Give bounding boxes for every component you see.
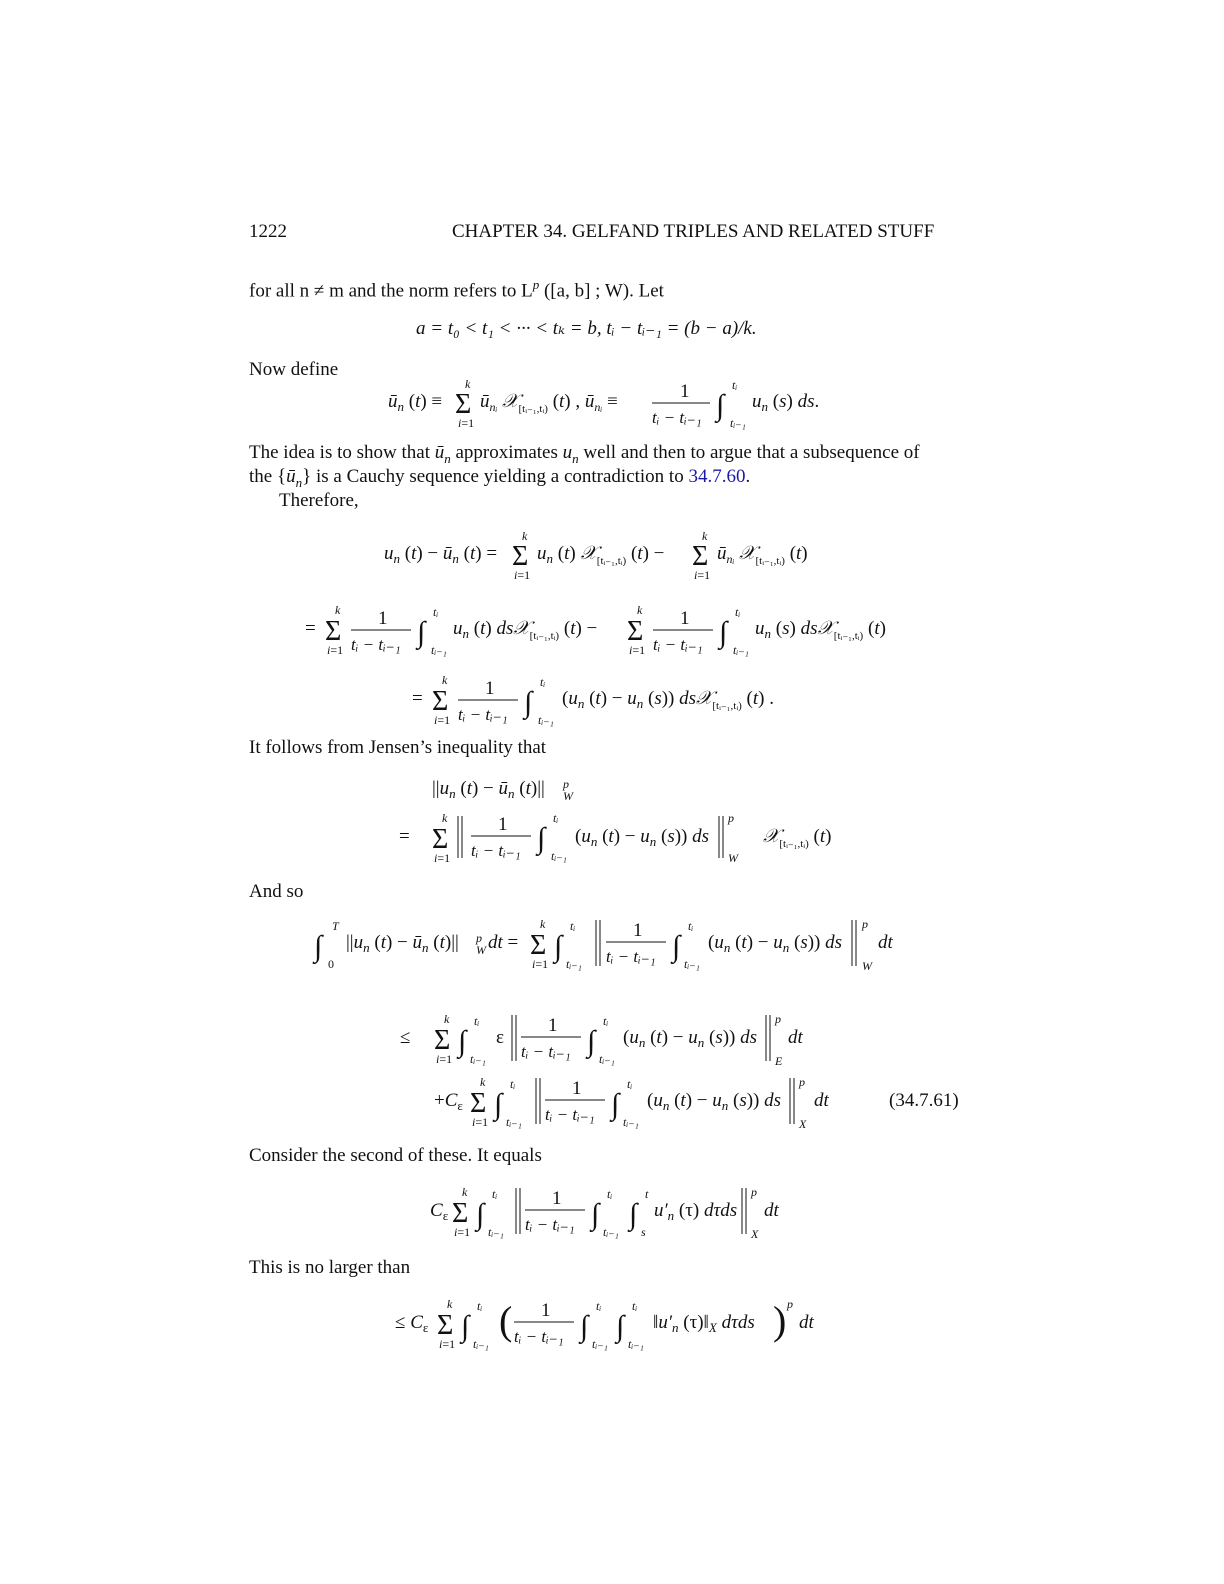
svg-text:Σ: Σ	[692, 541, 709, 572]
svg-text:∫: ∫	[458, 1025, 467, 1058]
svg-text:Σ: Σ	[325, 616, 342, 647]
svg-text:≤ Cε: ≤ $C_\varepsilon$	[395, 1312, 429, 1335]
svg-text:tᵢ₋₁: tᵢ₋₁	[733, 643, 749, 657]
svg-text:tᵢ − tᵢ₋₁: tᵢ − tᵢ₋₁	[458, 705, 508, 724]
idea-line2-prefix: the {	[249, 466, 287, 487]
svg-text:ūn (t) ≡: $ū_n$ (t) ≡	[388, 391, 443, 414]
svg-text:p: p	[476, 931, 482, 945]
svg-text:∫: ∫	[494, 1088, 503, 1121]
svg-text:Σ: Σ	[470, 1088, 487, 1119]
svg-text:un (s) ds.: $u_n$ (s) ds.	[752, 391, 820, 414]
svg-text:k: k	[447, 1297, 453, 1311]
svg-text:p: p	[862, 917, 868, 931]
svg-text:k: k	[442, 811, 448, 825]
partition-equation: a = t₀ < t₁ < ··· < tₖ = b, tᵢ − tᵢ₋₁ = (b − a)/k.	[416, 318, 757, 339]
svg-text:+Cε: $+C_\varepsilon$	[434, 1090, 463, 1113]
svg-text:p: p	[751, 1185, 757, 1199]
svg-text:tᵢ − tᵢ₋₁: tᵢ − tᵢ₋₁	[521, 1042, 571, 1061]
svg-text:un (t) ds𝒳[tᵢ₋₁,tᵢ) (t) −: $u_n$ (t) ds𝒳$_{[tᵢ_{-1},tᵢ)}$ (t) −	[453, 618, 598, 642]
svg-text:k: k	[480, 1075, 486, 1089]
svg-text:1: 1	[485, 678, 495, 699]
svg-text:W: W	[728, 851, 738, 865]
difference-equation-line2	[305, 600, 915, 668]
svg-text:tᵢ: tᵢ	[510, 1077, 516, 1091]
svg-text:tᵢ − tᵢ₋₁: tᵢ − tᵢ₋₁	[606, 947, 656, 966]
svg-text:∫: ∫	[672, 930, 681, 963]
svg-text:i=1: i=1	[458, 416, 475, 430]
svg-text:un (s) ds𝒳[tᵢ₋₁,tᵢ) (t): $u_n$ (s) ds𝒳$_{[tᵢ_{-1},tᵢ)}$ (t)	[755, 618, 886, 642]
svg-text:tᵢ − tᵢ₋₁: tᵢ − tᵢ₋₁	[525, 1215, 575, 1234]
svg-text:∫: ∫	[616, 1310, 625, 1343]
svg-text:ε: ε	[496, 1027, 504, 1048]
difference-equation-line1	[380, 527, 840, 593]
difference-equation-line3	[412, 670, 812, 736]
intro-sup: p	[532, 277, 540, 292]
svg-text:=: =	[399, 826, 410, 847]
svg-text:=: =	[412, 688, 423, 709]
svg-text:tᵢ − tᵢ₋₁: tᵢ − tᵢ₋₁	[653, 635, 703, 654]
svg-text:tᵢ: tᵢ	[477, 1299, 483, 1313]
svg-text:tᵢ: tᵢ	[596, 1299, 602, 1313]
svg-text:tᵢ: tᵢ	[627, 1077, 633, 1091]
svg-text:i=1: i=1	[434, 851, 451, 865]
svg-text:i=1: i=1	[327, 643, 344, 657]
svg-text:∫: ∫	[629, 1198, 638, 1231]
svg-text:dt: dt	[764, 1200, 779, 1221]
svg-text:i=1: i=1	[472, 1115, 489, 1129]
integral-equation-line1	[310, 910, 910, 986]
svg-text:k: k	[444, 1012, 450, 1026]
equation-link[interactable]: 34.7.60	[688, 466, 746, 487]
svg-text:=: =	[305, 618, 316, 639]
svg-text:E: E	[775, 1054, 783, 1068]
svg-text:Σ: Σ	[432, 824, 449, 855]
svg-text:k: k	[465, 377, 471, 391]
equation-number: (34.7.61)	[889, 1090, 959, 1111]
svg-text:k: k	[335, 603, 341, 617]
svg-text:tᵢ: tᵢ	[474, 1014, 480, 1028]
svg-text:tᵢ₋₁: tᵢ₋₁	[684, 957, 700, 971]
svg-text:p: p	[787, 1297, 793, 1311]
svg-text:1: 1	[572, 1078, 582, 1099]
svg-text:k: k	[540, 917, 546, 931]
svg-text:X: X	[799, 1117, 807, 1131]
idea-line2-mid: } is a Cauchy sequence yielding a contradiction to	[302, 466, 689, 487]
svg-text:1: 1	[680, 608, 690, 629]
svg-text:tᵢ₋₁: tᵢ₋₁	[470, 1052, 486, 1066]
svg-text:dt: dt	[814, 1090, 829, 1111]
integral-inequality-line3	[432, 1068, 842, 1140]
svg-text:1: 1	[548, 1015, 558, 1036]
svg-text:tᵢ: tᵢ	[553, 811, 559, 825]
svg-text:||un (t) − ūn (t)||: $||u_n$ $(t) - ū_n$ (t)||	[432, 778, 545, 801]
svg-text:tᵢ: tᵢ	[632, 1299, 638, 1313]
svg-text:tᵢ: tᵢ	[492, 1187, 498, 1201]
intro-text: for all n ≠ m and the norm refers to L	[249, 280, 533, 302]
svg-text:Σ: Σ	[434, 1025, 451, 1056]
svg-text:tᵢ₋₁: tᵢ₋₁	[628, 1337, 644, 1351]
svg-text:tᵢ₋₁: tᵢ₋₁	[538, 713, 554, 727]
svg-text:W: W	[862, 959, 872, 973]
svg-text:∫: ∫	[314, 930, 323, 963]
svg-text:1: 1	[552, 1188, 562, 1209]
svg-text:tᵢ₋₁: tᵢ₋₁	[730, 416, 746, 430]
jensen-equation	[395, 770, 855, 876]
svg-text:tᵢ: tᵢ	[433, 605, 439, 619]
and-so-text: And so	[249, 881, 304, 902]
svg-text:tᵢ: tᵢ	[540, 675, 546, 689]
svg-text:X: X	[751, 1227, 759, 1241]
svg-text:i=1: i=1	[514, 568, 531, 582]
svg-text:W: W	[476, 943, 486, 957]
now-define-text: Now define	[249, 359, 339, 380]
idea-line2-end: .	[745, 466, 751, 487]
svg-text:tᵢ₋₁: tᵢ₋₁	[603, 1225, 619, 1239]
svg-text:1: 1	[541, 1300, 551, 1321]
svg-text:tᵢ: tᵢ	[570, 919, 576, 933]
svg-text:(un (t) − un (s)) ds𝒳[tᵢ₋₁,tᵢ: ($u_n$ $(t) - u_n$ (s)) ds𝒳$_{[tᵢ_{-1},tᵢ)}$ (t) .	[562, 688, 774, 712]
svg-text:(un (t) − un (s)) ds: ($u_n$ $(t) - u_n$ (s)) ds	[575, 826, 710, 849]
svg-text:∫: ∫	[611, 1088, 620, 1121]
svg-text:(: (	[499, 1298, 513, 1343]
svg-text:‖u′n (τ)‖X dτds: $‖u'_n$ $(\tau)‖_X$ dτds	[653, 1312, 755, 1335]
svg-text:tᵢ₋₁: tᵢ₋₁	[623, 1115, 639, 1129]
therefore-text: Therefore,	[279, 490, 359, 511]
svg-text:k: k	[702, 529, 708, 543]
svg-text:k: k	[522, 529, 528, 543]
svg-text:dt: dt	[878, 932, 893, 953]
svg-text:Σ: Σ	[627, 616, 644, 647]
svg-text:tᵢ₋₁: tᵢ₋₁	[599, 1052, 615, 1066]
svg-text:∫: ∫	[461, 1310, 470, 1343]
second-term-equation	[428, 1178, 798, 1250]
svg-text:𝒳[tᵢ₋₁,tᵢ) (t): 𝒳$_{[tᵢ_{-1},tᵢ)}$ (t)	[763, 826, 832, 850]
no-larger-text: This is no larger than	[249, 1257, 411, 1278]
consider-text: Consider the second of these. It equals	[249, 1145, 542, 1166]
svg-text:(un (t) − un (s)) ds: ($u_n$ $(t) - u_n$ (s)) ds	[623, 1027, 758, 1050]
jensen-text: It follows from Jensen’s inequality that	[249, 737, 547, 758]
svg-text:ūnᵢ 𝒳[tᵢ₋₁,tᵢ) (t) , ūnᵢ ≡: $ū_{nᵢ}$ 𝒳$_{[tᵢ_{-1},tᵢ)}$ (t) , $ū_{nᵢ}$ ≡	[480, 391, 618, 415]
svg-text:1: 1	[498, 814, 508, 835]
svg-text:∫: ∫	[417, 616, 426, 649]
svg-text:1: 1	[680, 381, 690, 402]
idea-mid2: well and then to argue that a subsequence of	[578, 442, 920, 463]
svg-text:i=1: i=1	[434, 713, 451, 727]
svg-text:∫: ∫	[537, 822, 546, 855]
svg-text:i=1: i=1	[436, 1052, 453, 1066]
svg-text:1: 1	[378, 608, 388, 629]
svg-text:1: 1	[633, 920, 643, 941]
running-title: CHAPTER 34. GELFAND TRIPLES AND RELATED STUFF	[452, 221, 935, 242]
svg-text:Σ: Σ	[437, 1310, 454, 1341]
svg-text:∫: ∫	[476, 1198, 485, 1231]
svg-text:tᵢ₋₁: tᵢ₋₁	[506, 1115, 522, 1129]
svg-text:t: t	[645, 1187, 649, 1201]
svg-text:Σ: Σ	[452, 1198, 469, 1229]
svg-text:Cε: $C_\varepsilon$	[430, 1200, 449, 1223]
svg-text:Σ: Σ	[530, 930, 547, 961]
svg-text:u′n (τ) dτds: $u'_n$ (τ) dτds	[654, 1200, 738, 1223]
svg-text:≤: ≤	[400, 1027, 411, 1048]
svg-text:∫: ∫	[554, 930, 563, 963]
svg-text:dt: dt	[788, 1027, 803, 1048]
bound-equation	[393, 1290, 833, 1362]
svg-text:un (t) 𝒳[tᵢ₋₁,tᵢ) (t) −: $u_n$ (t) 𝒳$_{[tᵢ_{-1},tᵢ)}$ (t) −	[537, 543, 665, 567]
svg-text:ūnᵢ 𝒳[tᵢ₋₁,tᵢ) (t): $ū_{nᵢ}$ 𝒳$_{[tᵢ_{-1},tᵢ)}$ (t)	[717, 543, 808, 567]
svg-text:s: s	[641, 1225, 646, 1239]
svg-text:∫: ∫	[719, 616, 728, 649]
svg-text:tᵢ₋₁: tᵢ₋₁	[592, 1337, 608, 1351]
svg-text:∫: ∫	[716, 389, 725, 422]
svg-text:p: p	[563, 777, 569, 791]
definition-equation	[380, 375, 850, 441]
svg-text:tᵢ: tᵢ	[732, 378, 738, 392]
svg-text:tᵢ − tᵢ₋₁: tᵢ − tᵢ₋₁	[471, 841, 521, 860]
svg-text:k: k	[462, 1185, 468, 1199]
svg-text:p: p	[775, 1012, 781, 1026]
svg-text:Σ: Σ	[455, 389, 472, 420]
svg-text:p: p	[799, 1075, 805, 1089]
svg-text:i=1: i=1	[454, 1225, 471, 1239]
svg-text:T: T	[332, 919, 339, 933]
svg-text:tᵢ: tᵢ	[688, 919, 694, 933]
svg-text:dt: dt	[799, 1312, 814, 1333]
svg-text:un (t) − ūn (t) =: $u_n$ $(t) - ū_n$ (t) =	[384, 543, 498, 566]
svg-text:tᵢ: tᵢ	[735, 605, 741, 619]
page-number: 1222	[249, 221, 287, 242]
svg-text:W: W	[563, 789, 573, 803]
idea-prefix: The idea is to show that	[249, 442, 435, 463]
svg-text:i=1: i=1	[629, 643, 646, 657]
svg-text:i=1: i=1	[532, 957, 549, 971]
idea-mid1: approximates	[450, 442, 563, 463]
svg-text:∫: ∫	[580, 1310, 589, 1343]
svg-text:k: k	[442, 673, 448, 687]
svg-text:tᵢ₋₁: tᵢ₋₁	[551, 849, 567, 863]
svg-text:tᵢ: tᵢ	[603, 1014, 609, 1028]
svg-text:(un (t) − un (s)) ds: ($u_n$ $(t) - u_n$ (s)) ds	[647, 1090, 782, 1113]
svg-text:tᵢ − tᵢ₋₁: tᵢ − tᵢ₋₁	[514, 1327, 564, 1346]
svg-text:||un (t) − ūn (t)||: $||u_n$ $(t) - ū_n$ (t)||	[346, 932, 459, 955]
idea-line-1: The idea is to show that $ū_n$ approximates $u_n$ well and then to argue that a subsequence of	[249, 442, 920, 466]
svg-text:∫: ∫	[587, 1025, 596, 1058]
svg-text:i=1: i=1	[694, 568, 711, 582]
svg-text:Σ: Σ	[512, 541, 529, 572]
svg-text:tᵢ − tᵢ₋₁: tᵢ − tᵢ₋₁	[652, 408, 702, 427]
svg-text:tᵢ₋₁: tᵢ₋₁	[488, 1225, 504, 1239]
svg-text:tᵢ₋₁: tᵢ₋₁	[566, 957, 582, 971]
svg-text:0: 0	[328, 957, 334, 971]
intro-paragraph	[249, 278, 664, 300]
svg-text:tᵢ₋₁: tᵢ₋₁	[431, 643, 447, 657]
integral-inequality-line2	[398, 1005, 818, 1077]
idea-line-2: the $\{ū_n\}$ is a Cauchy sequence yielding a contradiction to 34.7.60.	[249, 466, 751, 490]
svg-text:∫: ∫	[591, 1198, 600, 1231]
svg-text:k: k	[637, 603, 643, 617]
svg-text:(un (t) − un (s)) ds: ($u_n$ $(t) - u_n$ (s)) ds	[708, 932, 843, 955]
svg-text:tᵢ − tᵢ₋₁: tᵢ − tᵢ₋₁	[545, 1105, 595, 1124]
svg-text:tᵢ₋₁: tᵢ₋₁	[473, 1337, 489, 1351]
svg-text:dt =: dt =	[488, 932, 519, 953]
svg-text:∫: ∫	[524, 686, 533, 719]
svg-text:i=1: i=1	[439, 1337, 456, 1351]
svg-text:p: p	[728, 811, 734, 825]
intro-tail: ([a, b] ; W). Let	[539, 280, 664, 302]
svg-text:tᵢ − tᵢ₋₁: tᵢ − tᵢ₋₁	[351, 635, 401, 654]
svg-text:tᵢ: tᵢ	[607, 1187, 613, 1201]
svg-text:Σ: Σ	[432, 686, 449, 717]
svg-text:): )	[773, 1298, 787, 1343]
